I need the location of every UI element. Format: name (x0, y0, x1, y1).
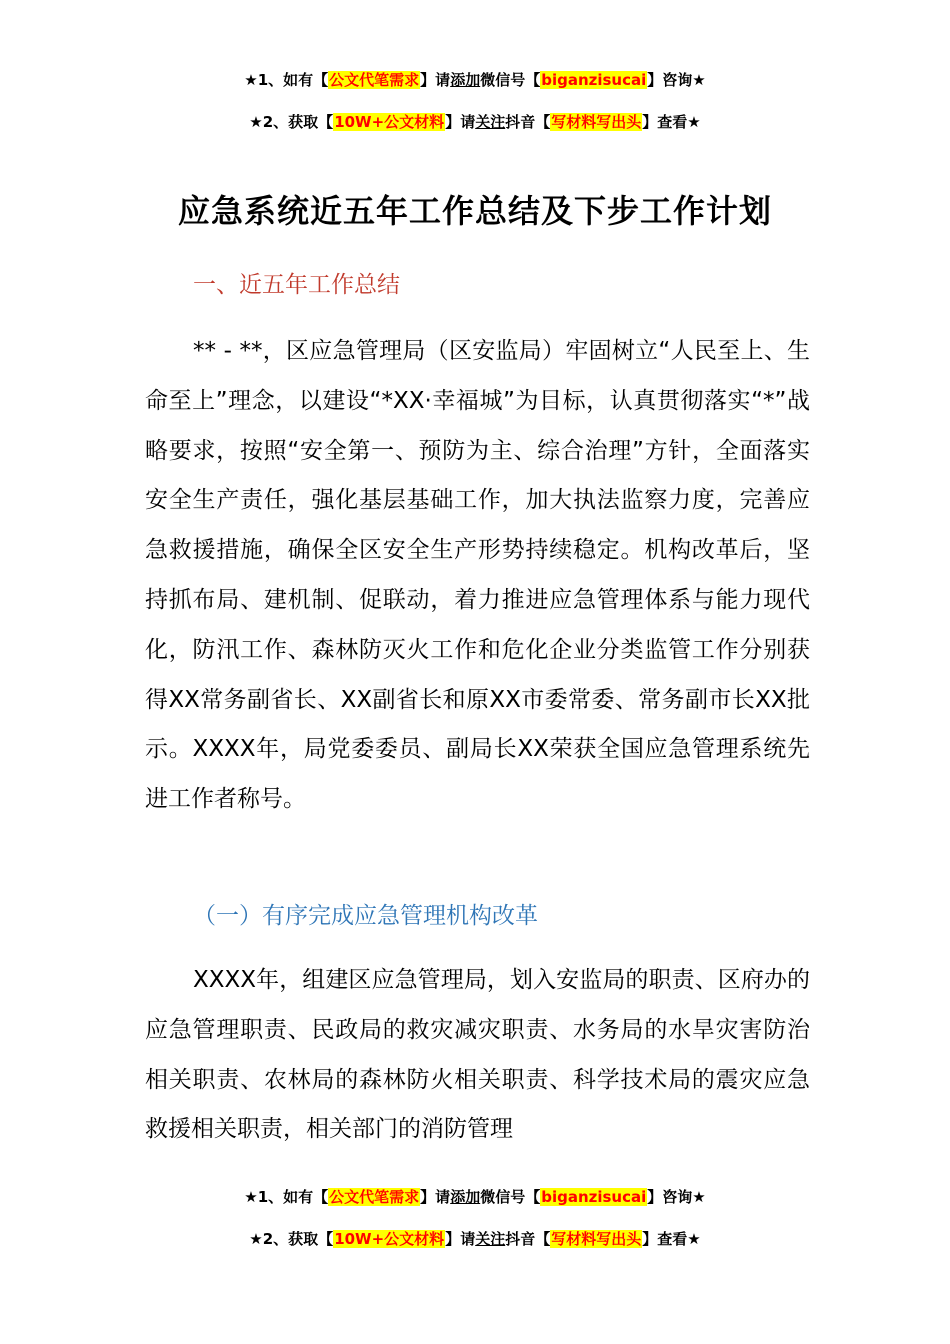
notice-star-prefix: ★1、如有【 (244, 71, 329, 89)
section-heading: 一、近五年工作总结 (193, 272, 400, 298)
promo-notice-line-2 (0, 111, 950, 133)
notice-highlight-douyin-id: 写材料写出头 (551, 1230, 642, 1248)
notice-star-prefix: ★1、如有【 (244, 1188, 329, 1206)
notice-highlight-douyin-id: 写材料写出头 (551, 113, 642, 131)
promo-notice-line-1 (0, 69, 950, 91)
notice-text: 】请 (420, 71, 451, 89)
body-paragraph-summary: ** - **，区应急管理局（区安监局）牢固树立“人民至上、生命至上”理念，以建设“*XX·幸福城”为目标，认真贯彻落实“*”战略要求，按照“安全第一、预防为主、综合治理”方针，全面落实安全生产责任，强化基层基础工作，加大执法监察力度，完善应急救援措施，确保全区安全生产形势持续稳定。机构改革后，坚持抓布局、建机制、促联动，着力推进应急管理体系与能力现代化，防汛工作、森林防灭火工作和危化企业分类监管工作分别获得XX常务副省长、XX副省长和原XX市委常委、常务副市长XX批示。XXXX年，局党委委员、副局长XX荣获全国应急管理系统先进工作者称号。 (145, 338, 810, 813)
notice-highlight-materials: 10W+公文材料 (334, 1230, 445, 1248)
subsection-heading: （一）有序完成应急管理机构改革 (193, 903, 538, 929)
notice-highlight-wechat-id: biganzisucai (541, 71, 647, 89)
promo-notice-footer-line-1 (0, 1186, 950, 1208)
document-title: 应急系统近五年工作总结及下步工作计划 (177, 192, 772, 230)
notice-text: 抖音【 (505, 113, 551, 131)
notice-text: 抖音【 (505, 1230, 551, 1248)
notice-highlight-service: 公文代笔需求 (329, 71, 420, 89)
notice-text: 】请 (445, 113, 476, 131)
notice-text: 】请 (420, 1188, 451, 1206)
body-paragraph-reform: XXXX年，组建区应急管理局，划入安监局的职责、区府办的应急管理职责、民政局的救灾减灾职责、水务局的水旱灾害防治相关职责、农林局的森林防火相关职责、科学技术局的震灾应急救援相关职责，相关部门的消防管理 (145, 967, 810, 1143)
promo-notice-footer-line-2 (0, 1228, 950, 1250)
notice-highlight-wechat-id: biganzisucai (541, 1188, 647, 1206)
notice-underlined-word: 关注 (475, 1230, 506, 1248)
notice-text: 】查看★ (642, 113, 701, 131)
notice-text: 微信号【 (480, 1188, 541, 1206)
notice-text: 】咨询★ (647, 1188, 706, 1206)
notice-text: 】咨询★ (647, 71, 706, 89)
notice-text: 】请 (445, 1230, 476, 1248)
notice-text: 微信号【 (480, 71, 541, 89)
notice-highlight-service: 公文代笔需求 (329, 1188, 420, 1206)
notice-text: 】查看★ (642, 1230, 701, 1248)
notice-underlined-word: 关注 (475, 113, 506, 131)
notice-highlight-materials: 10W+公文材料 (334, 113, 445, 131)
notice-underlined-word: 添加 (450, 71, 481, 89)
notice-star-prefix: ★2、获取【 (249, 1230, 334, 1248)
notice-underlined-word: 添加 (450, 1188, 481, 1206)
notice-star-prefix: ★2、获取【 (249, 113, 334, 131)
